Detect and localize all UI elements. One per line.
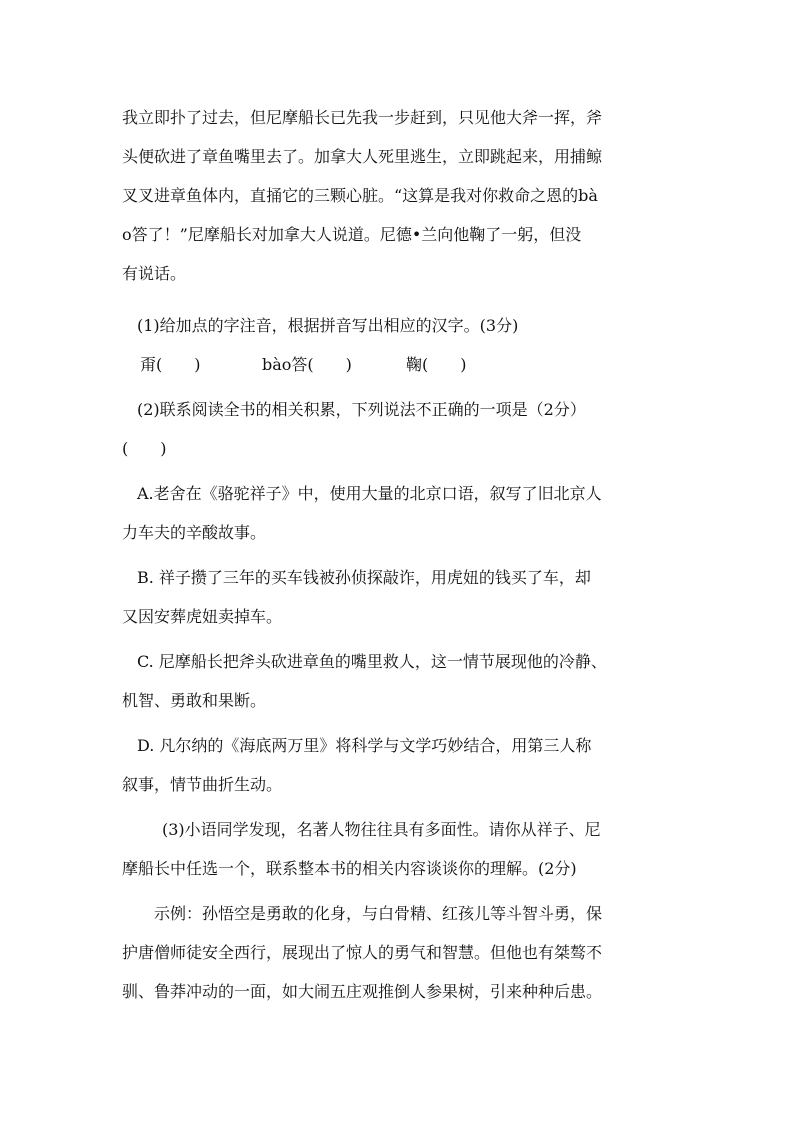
example-line-2: 护唐僧师徒安全西行，展现出了惊人的勇气和智慧。但他也有桀骜不 <box>122 943 603 962</box>
q2-prompt: (2)联系阅读全书的相关积累，下列说法不正确的一项是（2分） <box>137 400 586 419</box>
passage-line-3: 叉叉进章鱼体内，直捅它的三颗心脏。“这算是我对你救命之恩的bà <box>122 186 598 205</box>
q2-option-b-line-1: B. 祥子攒了三年的买车钱被孙侦探敲诈，用虎妞的钱买了车，却 <box>137 568 591 587</box>
q2-option-d-line-2: 叙事，情节曲折生动。 <box>122 775 283 794</box>
q2-option-d-line-1: D. 凡尔纳的《海底两万里》将科学与文学巧妙结合，用第三人称 <box>137 736 592 755</box>
passage-line-1: 我立即扑了过去，但尼摩船长已先我一步赶到，只见他大斧一挥，斧 <box>122 108 603 127</box>
q1-blank-3: 鞠( ) <box>406 355 467 374</box>
q2-option-c-line-1: C. 尼摩船长把斧头砍进章鱼的嘴里救人，这一情节展现他的冷静、 <box>137 652 607 671</box>
passage-line-2: 头便砍进了章鱼嘴里去了。加拿大人死里逃生，立即跳起来，用捕鲸 <box>122 147 603 166</box>
q3-line-1: (3)小语同学发现，名著人物往往具有多面性。请你从祥子、尼 <box>162 820 601 839</box>
q2-option-b-line-2: 又因安葬虎妞卖掉车。 <box>122 607 283 626</box>
passage-line-5: 有说话。 <box>122 264 187 283</box>
example-line-1: 示例：孙悟空是勇敢的化身，与白骨精、红孩儿等斗智斗勇，保 <box>154 904 603 923</box>
q2-option-c-line-2: 机智、勇敢和果断。 <box>122 691 267 710</box>
q3-line-2: 摩船长中任选一个，联系整本书的相关内容谈谈你的理解。(2分) <box>122 859 577 878</box>
q1-blank-2: bào答( ) <box>262 355 352 374</box>
q1-blank-1: 甭( ) <box>140 355 201 374</box>
q2-option-a-line-2: 力车夫的辛酸故事。 <box>122 523 267 542</box>
q2-option-a-line-1: A.老舍在《骆驼祥子》中，使用大量的北京口语，叙写了旧北京人 <box>137 484 602 503</box>
example-line-3: 驯、鲁莽冲动的一面，如大闹五庄观推倒人参果树，引来种种后患。 <box>122 982 603 1001</box>
q2-answer-paren: ( ) <box>122 439 167 458</box>
q1-prompt: (1)给加点的字注音，根据拼音写出相应的汉字。(3分) <box>137 316 519 335</box>
passage-line-4: o答了！”尼摩船长对加拿大人说道。尼德•兰向他鞠了一躬，但没 <box>122 225 582 244</box>
